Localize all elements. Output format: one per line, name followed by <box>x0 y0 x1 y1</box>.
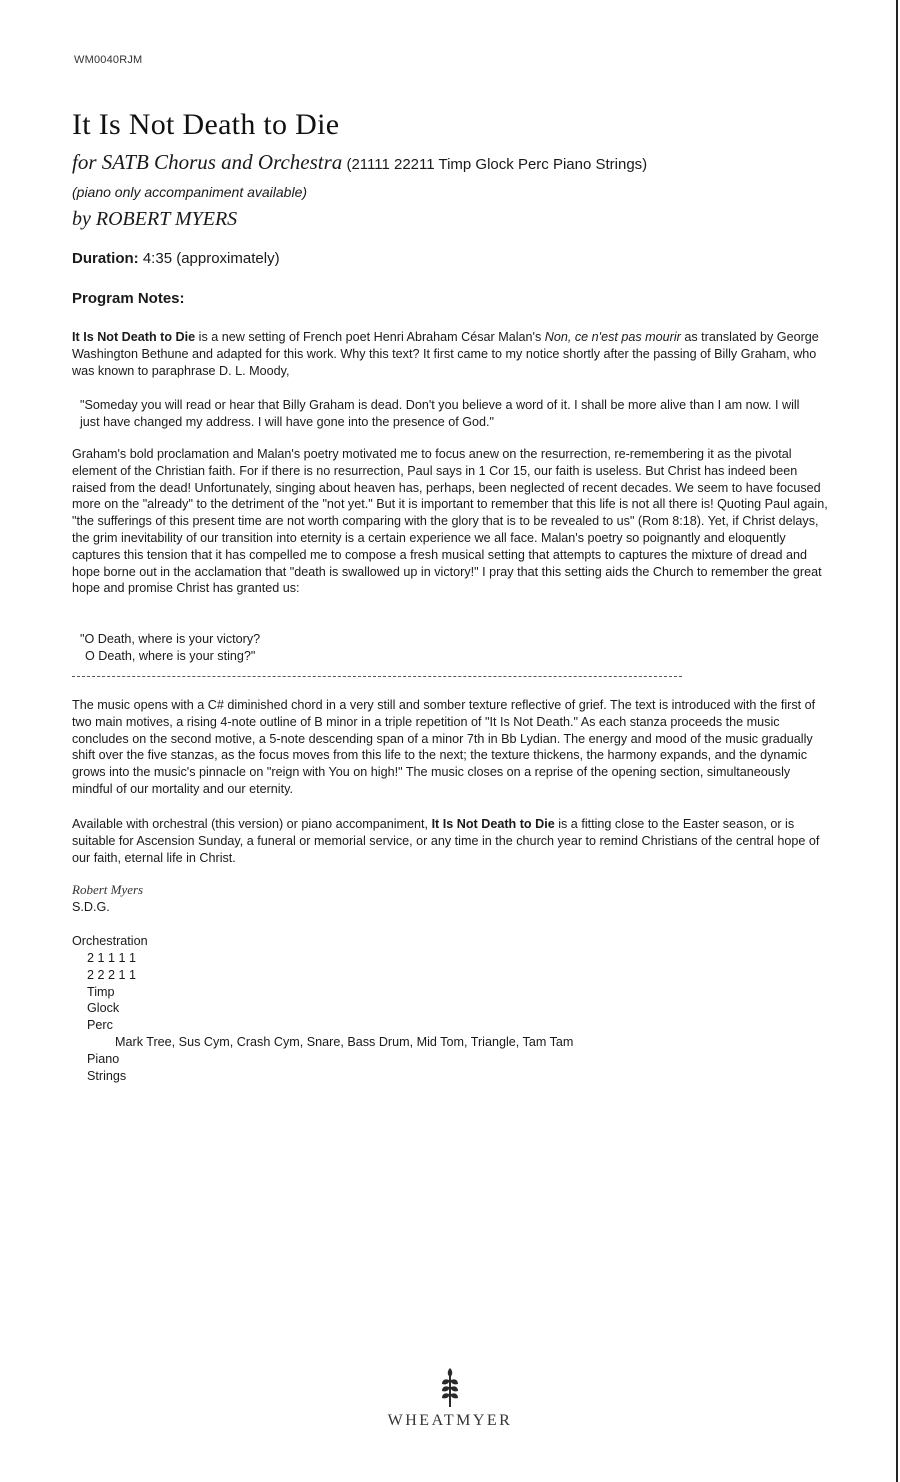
subtitle-voicing: for SATB Chorus and Orchestra <box>72 150 343 174</box>
program-notes-heading: Program Notes: <box>72 290 185 307</box>
composer-byline: by ROBERT MYERS <box>72 208 238 230</box>
orchestration-strings: Strings <box>87 1068 127 1083</box>
duration-value: 4:35 (approximately) <box>138 250 280 267</box>
work-title-bold: It Is Not Death to Die <box>72 330 196 344</box>
orchestration-perc-detail: Mark Tree, Sus Cym, Crash Cym, Snare, Bass Drum, Mid Tom, Triangle, Tam Tam <box>115 1034 574 1049</box>
subtitle <box>72 150 647 175</box>
orchestration-brass: 2 2 2 1 1 <box>87 967 137 982</box>
paragraph-text: is a fitting close to the Easter season, or is suitable for Ascension Sunday, a funeral or memorial service, or any time in the church year to remind Christians of the central hope of our faith, eternal life in Christ. <box>72 817 820 865</box>
graham-quote: "Someday you will read or hear that Billy Graham is dead. Don't you believe a word of it. I shall be more alive than I am now. I will just have changed my address. I will have gone into the presence of God." <box>80 398 800 429</box>
program-note-paragraph-3: The music opens with a C# diminished chord in a very still and somber texture reflective of grief. The text is introduced with the first of two main motives, a rising 4-note outline of B minor in a triple repetition of "It Is Not Death." As each stanza proceeds the music concludes on the second motive, a 5-note descending span of a minor 7th in Bb Lydian. The energy and mood of the music gradually shift over the five stanzas, as the focus moves from this life to the next; the texture thickens, the harmony expands, and the dynamic grows into the music's pinnacle on "reign with You on high!" The music closes on a reprise of the opening section, simultaneously mindful of our mortality and our eternity. <box>72 698 816 796</box>
page-edge-border <box>896 0 898 1482</box>
orchestration-list <box>87 950 573 1084</box>
orchestration-woodwinds: 2 1 1 1 1 <box>87 951 137 965</box>
duration <box>72 250 280 267</box>
publisher-name: WHEATMYER <box>387 1412 513 1429</box>
original-title-italic: Non, ce n'est pas mourir <box>544 330 681 344</box>
composer-signature: Robert Myers <box>72 882 144 897</box>
wheat-icon <box>439 1366 461 1408</box>
program-note-paragraph-1 <box>72 329 830 379</box>
program-note-paragraph-2: Graham's bold proclamation and Malan's poetry motivated me to focus anew on the resurrection, re-remembering it as the pivotal element of the Christian faith. For if there is no resurrection, Paul says in 1 Cor 15, our faith is useless. But Christ has indeed been raised from the dead! Unfortunately, singing about heaven has, perhaps, been neglected of recent decades. We seem to have focused more on the "already" to the detriment of the "not yet." But it is important to remember that this life is not all there is! Quoting Paul again, "the sufferings of this present time are not worth comparing with the glory that is to be revealed to us" (Rom 8:18). Yet, if Christ delays, the grim inevitability of our transition into eternity is a certain experience we all face. Malan's poetry so poignantly and eloquently captures this tension that it has compelled me to compose a fresh musical setting that attempts to captures the mixture of dread and hope borne out in the acclamation that "death is swallowed up in victory!" I pray that this setting aids the Church to remember the great hope and promise Christ has granted us: <box>72 447 828 596</box>
orchestration-heading: Orchestration <box>72 934 148 948</box>
work-title-bold: It Is Not Death to Die <box>431 817 555 831</box>
orchestration-piano: Piano <box>87 1051 120 1066</box>
orchestration-timp: Timp <box>87 984 115 999</box>
paragraph-text: Available with orchestral (this version) or piano accompaniment, <box>72 817 432 831</box>
paragraph-text: as translated by George Washington Bethune and adapted for this work. Why this text? It first came to my notice shortly after the passing of Billy Graham, who was known to paraphrase D. L. Moody, <box>72 330 819 378</box>
publisher-logo <box>380 1366 520 1430</box>
catalog-number: WM0040RJM <box>74 54 143 66</box>
orchestration-perc: Perc <box>87 1018 113 1033</box>
quote-line-2: O Death, where is your sting?" <box>85 648 256 663</box>
program-note-paragraph-4 <box>72 816 830 866</box>
subtitle-instrumentation: (21111 22211 Timp Glock Perc Piano Strings) <box>342 156 648 173</box>
paragraph-text: is a new setting of French poet Henri Abraham César Malan's <box>195 330 545 344</box>
page-title: It Is Not Death to Die <box>72 108 340 141</box>
duration-label: Duration: <box>72 250 139 267</box>
sdg-closing: S.D.G. <box>72 900 110 914</box>
scripture-quote <box>80 631 820 665</box>
quote-line-1: "O Death, where is your victory? <box>80 632 261 646</box>
piano-only-note: (piano only accompaniment available) <box>72 184 308 200</box>
section-divider <box>72 676 682 677</box>
orchestration-glock: Glock <box>87 1001 120 1016</box>
